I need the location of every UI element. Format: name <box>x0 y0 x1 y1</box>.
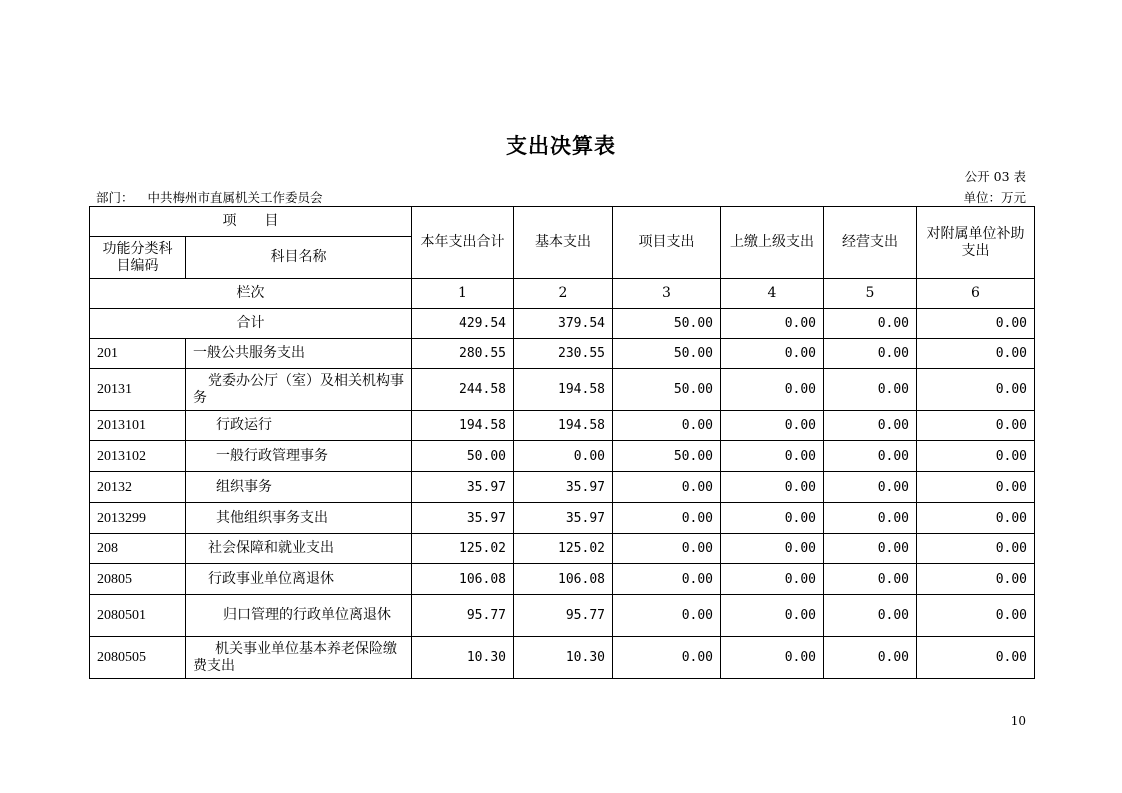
row-value-1: 35.97 <box>412 503 514 534</box>
row-value-1: 10.30 <box>412 637 514 679</box>
total-value-6: 0.00 <box>917 309 1035 339</box>
col-num-6: 6 <box>917 279 1035 309</box>
row-name: 组织事务 <box>186 472 412 503</box>
page-number: 10 <box>1010 714 1026 728</box>
row-value-1: 50.00 <box>412 441 514 472</box>
col-num-3: 3 <box>613 279 721 309</box>
row-value-5: 0.00 <box>824 411 917 441</box>
col-num-5: 5 <box>824 279 917 309</box>
row-value-1: 106.08 <box>412 564 514 595</box>
row-value-3: 0.00 <box>613 595 721 637</box>
unit-label: 单位：万元 <box>963 190 1026 205</box>
total-row <box>90 309 1035 339</box>
page-title: 支出决算表 <box>506 133 616 158</box>
row-value-5: 0.00 <box>824 564 917 595</box>
department-label: 部门： <box>96 190 134 205</box>
header-subsidy: 对附属单位补助支出 <box>917 207 1035 279</box>
row-name: 其他组织事务支出 <box>186 503 412 534</box>
row-value-1: 35.97 <box>412 472 514 503</box>
row-value-2: 125.02 <box>514 534 613 564</box>
table-row <box>90 441 1035 472</box>
row-value-4: 0.00 <box>721 564 824 595</box>
row-value-3: 50.00 <box>613 441 721 472</box>
row-value-4: 0.00 <box>721 472 824 503</box>
row-value-2: 10.30 <box>514 637 613 679</box>
row-value-5: 0.00 <box>824 637 917 679</box>
total-value-4: 0.00 <box>721 309 824 339</box>
expenditure-table <box>89 206 1035 679</box>
row-name: 行政事业单位离退休 <box>186 564 412 595</box>
total-value-3: 50.00 <box>613 309 721 339</box>
row-value-2: 95.77 <box>514 595 613 637</box>
row-value-5: 0.00 <box>824 339 917 369</box>
row-value-3: 50.00 <box>613 339 721 369</box>
row-value-1: 125.02 <box>412 534 514 564</box>
row-value-4: 0.00 <box>721 595 824 637</box>
row-value-3: 0.00 <box>613 411 721 441</box>
row-value-3: 0.00 <box>613 503 721 534</box>
row-code: 20132 <box>90 472 186 503</box>
row-value-1: 95.77 <box>412 595 514 637</box>
row-value-6: 0.00 <box>917 595 1035 637</box>
table-row <box>90 411 1035 441</box>
table-body <box>90 309 1035 679</box>
lanci-label: 栏次 <box>90 279 412 309</box>
header-func-code: 功能分类科目编码 <box>90 237 186 279</box>
department-name: 中共梅州市直属机关工作委员会 <box>147 190 323 205</box>
total-value-1: 429.54 <box>412 309 514 339</box>
row-name: 行政运行 <box>186 411 412 441</box>
row-name: 一般公共服务支出 <box>186 339 412 369</box>
row-value-2: 194.58 <box>514 369 613 411</box>
row-value-1: 194.58 <box>412 411 514 441</box>
col-num-2: 2 <box>514 279 613 309</box>
header-business: 经营支出 <box>824 207 917 279</box>
row-code: 208 <box>90 534 186 564</box>
row-value-5: 0.00 <box>824 503 917 534</box>
table-header <box>90 207 1035 309</box>
row-value-5: 0.00 <box>824 595 917 637</box>
total-value-2: 379.54 <box>514 309 613 339</box>
row-value-2: 0.00 <box>514 441 613 472</box>
row-name: 机关事业单位基本养老保险缴费支出 <box>186 637 412 679</box>
col-num-1: 1 <box>412 279 514 309</box>
table-row <box>90 534 1035 564</box>
department-line <box>96 188 323 206</box>
row-value-2: 35.97 <box>514 472 613 503</box>
row-value-6: 0.00 <box>917 472 1035 503</box>
row-code: 2080501 <box>90 595 186 637</box>
row-code: 20131 <box>90 369 186 411</box>
row-value-3: 0.00 <box>613 534 721 564</box>
row-value-4: 0.00 <box>721 411 824 441</box>
row-code: 2013101 <box>90 411 186 441</box>
row-value-4: 0.00 <box>721 339 824 369</box>
total-value-5: 0.00 <box>824 309 917 339</box>
row-name: 党委办公厅（室）及相关机构事务 <box>186 369 412 411</box>
row-name: 一般行政管理事务 <box>186 441 412 472</box>
row-value-6: 0.00 <box>917 564 1035 595</box>
row-value-2: 230.55 <box>514 339 613 369</box>
row-value-6: 0.00 <box>917 411 1035 441</box>
header-basic: 基本支出 <box>514 207 613 279</box>
table-row <box>90 595 1035 637</box>
table-row <box>90 564 1035 595</box>
row-value-5: 0.00 <box>824 534 917 564</box>
row-value-6: 0.00 <box>917 441 1035 472</box>
row-code: 2013299 <box>90 503 186 534</box>
row-value-6: 0.00 <box>917 534 1035 564</box>
row-value-3: 0.00 <box>613 564 721 595</box>
row-value-5: 0.00 <box>824 472 917 503</box>
row-value-6: 0.00 <box>917 339 1035 369</box>
row-value-5: 0.00 <box>824 441 917 472</box>
row-value-1: 244.58 <box>412 369 514 411</box>
form-number: 公开 03 表 <box>964 169 1026 184</box>
header-project: 项目支出 <box>613 207 721 279</box>
header-upper: 上缴上级支出 <box>721 207 824 279</box>
row-value-6: 0.00 <box>917 637 1035 679</box>
row-value-6: 0.00 <box>917 503 1035 534</box>
row-code: 201 <box>90 339 186 369</box>
row-value-5: 0.00 <box>824 369 917 411</box>
row-name: 归口管理的行政单位离退休 <box>186 595 412 637</box>
row-value-4: 0.00 <box>721 534 824 564</box>
row-value-3: 50.00 <box>613 369 721 411</box>
row-code: 2080505 <box>90 637 186 679</box>
header-subject-name: 科目名称 <box>186 237 412 279</box>
row-value-4: 0.00 <box>721 637 824 679</box>
row-value-2: 194.58 <box>514 411 613 441</box>
row-code: 20805 <box>90 564 186 595</box>
row-value-6: 0.00 <box>917 369 1035 411</box>
row-value-4: 0.00 <box>721 369 824 411</box>
row-value-2: 35.97 <box>514 503 613 534</box>
total-label: 合计 <box>90 309 412 339</box>
row-value-3: 0.00 <box>613 472 721 503</box>
table-row <box>90 503 1035 534</box>
row-value-4: 0.00 <box>721 441 824 472</box>
row-value-4: 0.00 <box>721 503 824 534</box>
row-name: 社会保障和就业支出 <box>186 534 412 564</box>
col-num-4: 4 <box>721 279 824 309</box>
row-value-1: 280.55 <box>412 339 514 369</box>
row-code: 2013102 <box>90 441 186 472</box>
table-row <box>90 339 1035 369</box>
table-row <box>90 472 1035 503</box>
header-total: 本年支出合计 <box>412 207 514 279</box>
row-value-3: 0.00 <box>613 637 721 679</box>
header-item: 项 目 <box>90 207 412 237</box>
table-row <box>90 369 1035 411</box>
row-value-2: 106.08 <box>514 564 613 595</box>
table-row <box>90 637 1035 679</box>
